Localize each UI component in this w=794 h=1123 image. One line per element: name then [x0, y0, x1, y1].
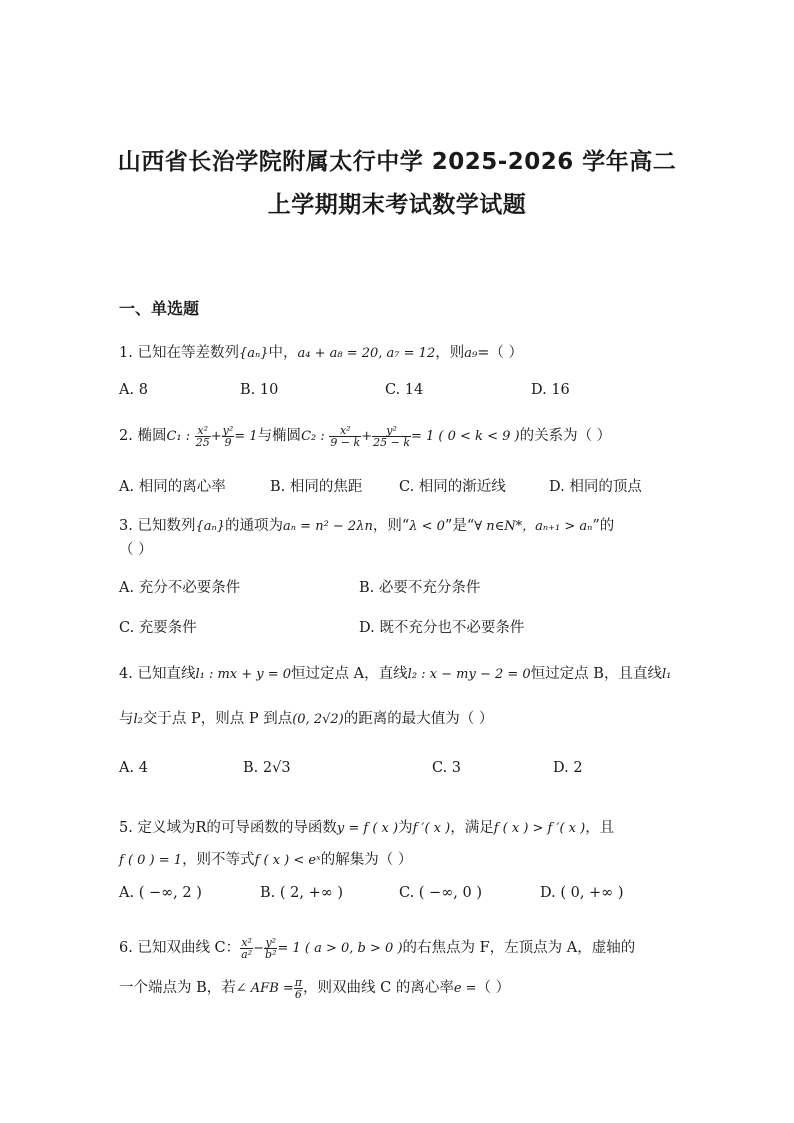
- q2-math: = 1: [234, 429, 258, 444]
- q3-option-d: D. 既不充分也不必要条件: [359, 620, 525, 636]
- q4-option-a: A. 4: [119, 760, 148, 776]
- q6-text: 一个端点为 B，若: [119, 980, 236, 996]
- q6-math: ∠ AFB =: [235, 981, 294, 996]
- q3-bracket: （ ）: [119, 542, 153, 558]
- q2-math-c1: C₁ :: [166, 429, 191, 444]
- q2-option-a: A. 相同的离心率: [119, 479, 226, 495]
- q4-text: 恒过定点 A，直线: [291, 666, 408, 682]
- question-6: 6. 已知双曲线 C： $\frac{\text{x²}}{\text{a²}}$ − $\frac{\text{y²}}{\text{b²}}$ = 1 ( a > 0, b > 0 )的右焦点为 F，左顶点为 A，虚轴的: [119, 935, 636, 961]
- question-4-cont: [119, 707, 493, 728]
- q5-option-b: B. ( 2, +∞ ): [260, 885, 344, 901]
- q6-text: （ ）: [476, 980, 511, 996]
- q5-text: 为: [398, 820, 413, 836]
- q1-math-target: a₉: [464, 346, 478, 361]
- q2-text: 的关系为（ ）: [519, 428, 612, 444]
- q5-math: f ′( x ): [412, 821, 451, 836]
- q1-text: 1. 已知在等差数列: [119, 345, 239, 361]
- q2-option-d: D. 相同的顶点: [549, 479, 642, 495]
- q5-math: f ( x ) < eˣ: [254, 853, 321, 868]
- q2-frac: $\frac{\text{y²}}{9}$: [222, 423, 234, 449]
- q1-math-cond: a₄ + a₈ = 20, a₇ = 12: [297, 346, 436, 361]
- q1-option-a: A. 8: [119, 382, 148, 398]
- q4-text: 交于点 P，则点 P 到点: [142, 711, 293, 727]
- q5-text: ，满足: [450, 820, 494, 836]
- q4-text: 恒过定点 B，且直线: [530, 666, 662, 682]
- q2-option-b: B. 相同的焦距: [270, 479, 363, 495]
- q2-text: 与椭圆: [257, 428, 302, 444]
- q2-frac: $\frac{\text{x²}}{9 - k}$: [330, 423, 361, 449]
- q3-text: 3. 已知数列: [119, 518, 196, 534]
- q6-frac: $\frac{\pi}{6}$: [294, 975, 303, 1001]
- question-5-cont: [119, 848, 412, 869]
- q5-option-a: A. ( −∞, 2 ): [119, 885, 202, 901]
- paper-title-line1: 山西省长治学院附属太行中学 2025-2026 学年高二: [117, 149, 677, 175]
- q3-math: aₙ₊₁ > aₙ: [535, 519, 593, 534]
- q5-text: 的解集为（ ）: [320, 852, 413, 868]
- q3-option-a: A. 充分不必要条件: [119, 580, 241, 596]
- q1-text: =（ ）: [477, 345, 523, 361]
- q5-text: ，则不等式: [182, 852, 255, 868]
- q6-text: 的右焦点为 F，左顶点为 A，虚轴的: [402, 940, 636, 956]
- q6-frac: $\frac{\text{y²}}{\text{b²}}$: [265, 935, 277, 961]
- q5-math: y = f ( x ): [336, 821, 399, 836]
- question-5: [119, 816, 614, 837]
- q5-option-d: D. ( 0, +∞ ): [540, 885, 624, 901]
- q4-math: l₁: [661, 667, 672, 682]
- q3-option-b: B. 必要不充分条件: [359, 580, 481, 596]
- q4-option-b: B. 2√3: [243, 760, 291, 776]
- q6-frac: $\frac{\text{x²}}{\text{a²}}$: [241, 935, 253, 961]
- question-4: [119, 662, 671, 683]
- q3-math: ∀ n∈N*，: [474, 519, 536, 534]
- q4-math: l₂: [133, 712, 143, 727]
- q2-option-c: C. 相同的渐近线: [399, 479, 506, 495]
- q4-text: 的距离的最大值为（ ）: [343, 711, 494, 727]
- q3-text: ”的: [592, 518, 615, 534]
- q3-math: λ < 0: [409, 519, 445, 534]
- q1-text: ，则: [435, 345, 465, 361]
- q2-math: = 1 ( 0 < k < 9 ): [411, 429, 520, 444]
- question-1: [119, 341, 523, 362]
- q4-text: 与: [119, 711, 134, 727]
- q5-math: f ( x ) > f ′( x ): [493, 821, 586, 836]
- q5-math: f ( 0 ) = 1: [119, 853, 183, 868]
- q5-text: ，且: [585, 820, 615, 836]
- q6-math: e =: [453, 981, 477, 996]
- q4-option-c: C. 3: [432, 760, 462, 776]
- q4-math: l₁ : mx + y = 0: [195, 667, 292, 682]
- q1-option-b: B. 10: [240, 382, 279, 398]
- q3-math: aₙ = n² − 2λn: [283, 519, 373, 534]
- q1-option-d: D. 16: [531, 382, 570, 398]
- q2-frac: $\frac{\text{y²}}{25 - k}$: [373, 423, 410, 449]
- q2-frac: $\frac{\text{x²}}{25}$: [195, 423, 210, 449]
- q3-text: ”是“: [444, 518, 475, 534]
- q5-option-c: C. ( −∞, 0 ): [399, 885, 482, 901]
- q1-math-seq: {aₙ}: [238, 346, 269, 361]
- q4-text: 4. 已知直线: [119, 666, 196, 682]
- q6-math: = 1 ( a > 0, b > 0 ): [277, 941, 403, 956]
- section-heading: 一、单选题: [119, 299, 200, 318]
- q1-option-c: C. 14: [385, 382, 424, 398]
- question-2: 2. 椭圆C₁ : $\frac{\text{x²}}{25}$ + $\frac{\text{y²}}{9}$ = 1与椭圆C₂ : $\frac{\text{x²}}{9 - k}$ + $\frac{\text{y²}}{25 - k}$ = 1 ( 0 < k < 9 )的关系为（ ）: [119, 423, 612, 449]
- q4-math: l₂ : x − my − 2 = 0: [407, 667, 531, 682]
- q3-text: 的通项为: [225, 518, 284, 534]
- q5-text: 5. 定义域为R的可导函数的导函数: [119, 820, 337, 836]
- paper-title-line2: 上学期期末考试数学试题: [267, 192, 527, 218]
- question-6-cont: [119, 976, 510, 1000]
- q4-math: (0, 2√2): [292, 712, 344, 727]
- q3-option-c: C. 充要条件: [119, 620, 197, 636]
- q3-text: ，则“: [372, 518, 410, 534]
- q1-text: 中，: [268, 345, 298, 361]
- q2-math-c2: C₂ :: [301, 429, 325, 444]
- q3-math: {aₙ}: [195, 519, 226, 534]
- q6-text: ，则双曲线 C 的离心率: [303, 980, 454, 996]
- question-3: [119, 514, 614, 535]
- q6-text: 6. 已知双曲线 C：: [119, 940, 241, 956]
- q4-option-d: D. 2: [553, 760, 583, 776]
- q2-text: 2. 椭圆: [119, 428, 167, 444]
